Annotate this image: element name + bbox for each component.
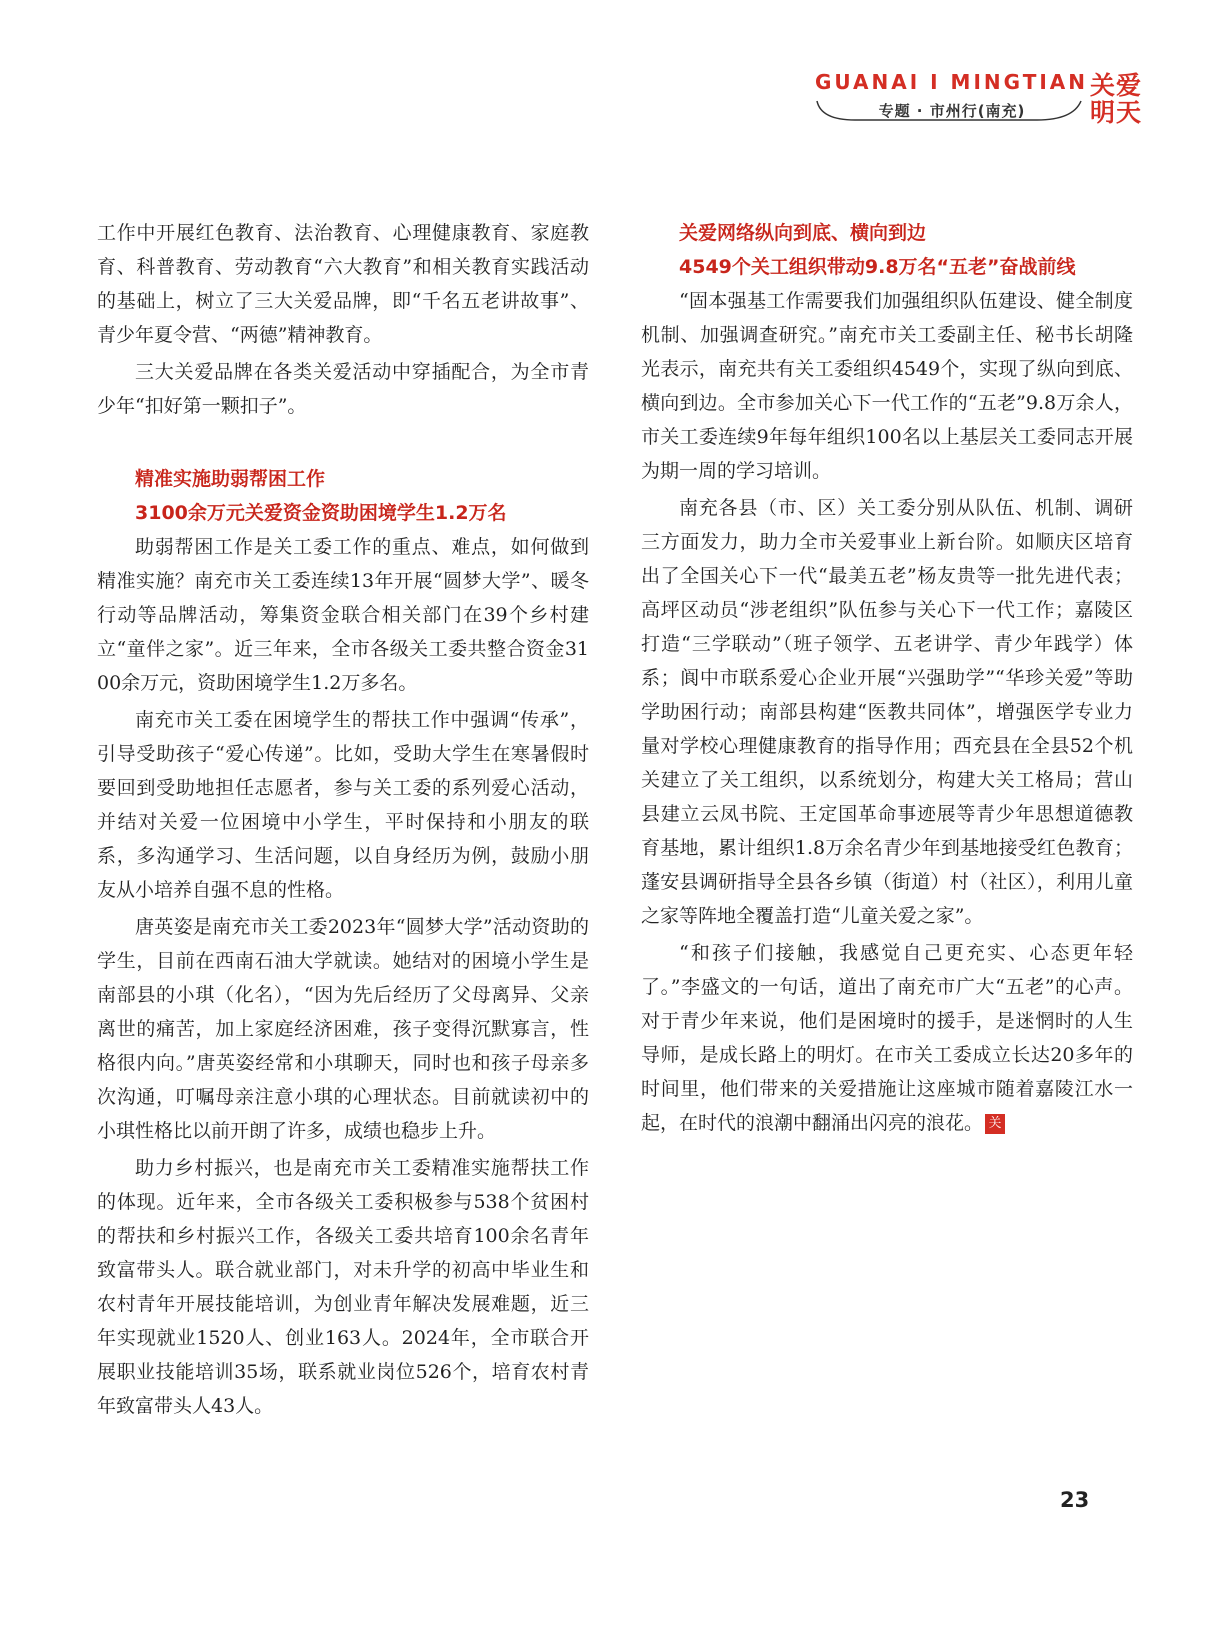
paragraph: 三大关爱品牌在各类关爱活动中穿插配合，为全市青少年“扣好第一颗扣子”。: [97, 361, 589, 417]
paragraph-text: “和孩子们接触，我感觉自己更充实、心态更年轻了。”李盛文的一句话，道出了南充市广大“五老”的心声。对于青少年来说，他们是困境时的援手，是迷惘时的人生导师，是成长路上的明灯。在市关工委成立长达20多年的时间里，他们带来的关爱措施让这座城市随着嘉陵江水一起，在时代的浪潮中翻涌出闪亮的浪花。: [641, 942, 1133, 1134]
section-heading: 精准实施助弱帮困工作: [135, 468, 326, 490]
paragraph: [641, 936, 1133, 1140]
end-mark-icon: 关: [985, 1114, 1005, 1134]
left-column: [97, 216, 589, 1426]
section-subheading: 4549个关工组织带动9.8万名“五老”奋战前线: [679, 256, 1076, 278]
brand-english: GUANAI I MINGTIAN: [815, 70, 1088, 94]
section-heading: 关爱网络纵向到底、横向到边: [679, 222, 927, 244]
spacer: [97, 426, 589, 462]
right-column: [641, 216, 1133, 1143]
section-subtitle: 专题 · 市州行(南充): [878, 102, 1026, 120]
section-subheading: 3100余万元关爱资金资助困境学生1.2万名: [135, 502, 507, 524]
paragraph: 南充市关工委在困境学生的帮扶工作中强调“传承”，引导受助孩子“爱心传递”。比如，受助大学生在寒暑假时要回到受助地担任志愿者，参与关工委的系列爱心活动，并结对关爱一位困境中小学生，平时保持和小朋友的联系，多沟通学习、生活问题，以自身经历为例，鼓励小朋友从小培养自强不息的性格。: [97, 709, 589, 901]
paragraph: 助力乡村振兴，也是南充市关工委精准实施帮扶工作的体现。近年来，全市各级关工委积极参与538个贫困村的帮扶和乡村振兴工作，各级关工委共培育100余名青年致富带头人。联合就业部门，对未升学的初高中毕业生和农村青年开展技能培训，为创业青年解决发展难题，近三年实现就业1520人、创业163人。2024年，全市联合开展职业技能培训35场，联系就业岗位526个，培育农村青年致富带头人43人。: [97, 1157, 589, 1417]
paragraph: 南充各县（市、区）关工委分别从队伍、机制、调研三方面发力，助力全市关爱事业上新台阶。如顺庆区培育出了全国关心下一代“最美五老”杨友贵等一批先进代表；高坪区动员“涉老组织”队伍参与关心下一代工作；嘉陵区打造“三学联动”（班子领学、五老讲学、青少年践学）体系；阆中市联系爱心企业开展“兴强助学”“华珍关爱”等助学助困行动；南部县构建“医教共同体”，增强医学专业力量对学校心理健康教育的指导作用；西充县在全县52个机关建立了关工组织，以系统划分，构建大关工格局；营山县建立云凤书院、王定国革命事迹展等青少年思想道德教育基地，累计组织1.8万余名青少年到基地接受红色教育；蓬安县调研指导全县各乡镇（街道）村（社区），利用儿童之家等阵地全覆盖打造“儿童关爱之家”。: [641, 497, 1133, 927]
paragraph: 唐英姿是南充市关工委2023年“圆梦大学”活动资助的学生，目前在西南石油大学就读。她结对的困境小学生是南部县的小琪（化名），“因为先后经历了父母离异、父亲离世的痛苦，加上家庭经济困难，孩子变得沉默寡言，性格很内向。”唐英姿经常和小琪聊天，同时也和孩子母亲多次沟通，叮嘱母亲注意小琪的心理状态。目前就读初中的小琪性格比以前开朗了许多，成绩也稳步上升。: [97, 916, 589, 1142]
brand-logo-text: 关爱明天: [1090, 71, 1143, 127]
paragraph: 助弱帮困工作是关工委工作的重点、难点，如何做到精准实施？南充市关工委连续13年开展“圆梦大学”、暖冬行动等品牌活动，筹集资金联合相关部门在39个乡村建立“童伴之家”。近三年来，全市各级关工委共整合资金3100余万元，资助困境学生1.2万多名。: [97, 536, 589, 694]
paragraph: “固本强基工作需要我们加强组织队伍建设、健全制度机制、加强调查研究。”南充市关工委副主任、秘书长胡隆光表示，南充共有关工委组织4549个，实现了纵向到底、横向到边。全市参加关心下一代工作的“五老”9.8万余人，市关工委连续9年每年组织100名以上基层关工委同志开展为期一周的学习培训。: [641, 290, 1133, 482]
page-number: 23: [1060, 1488, 1090, 1512]
paragraph: 工作中开展红色教育、法治教育、心理健康教育、家庭教育、科普教育、劳动教育“六大教育”和相关教育实践活动的基础上，树立了三大关爱品牌，即“千名五老讲故事”、青少年夏令营、“两德”精神教育。: [97, 222, 589, 346]
page-header: [815, 70, 1155, 140]
